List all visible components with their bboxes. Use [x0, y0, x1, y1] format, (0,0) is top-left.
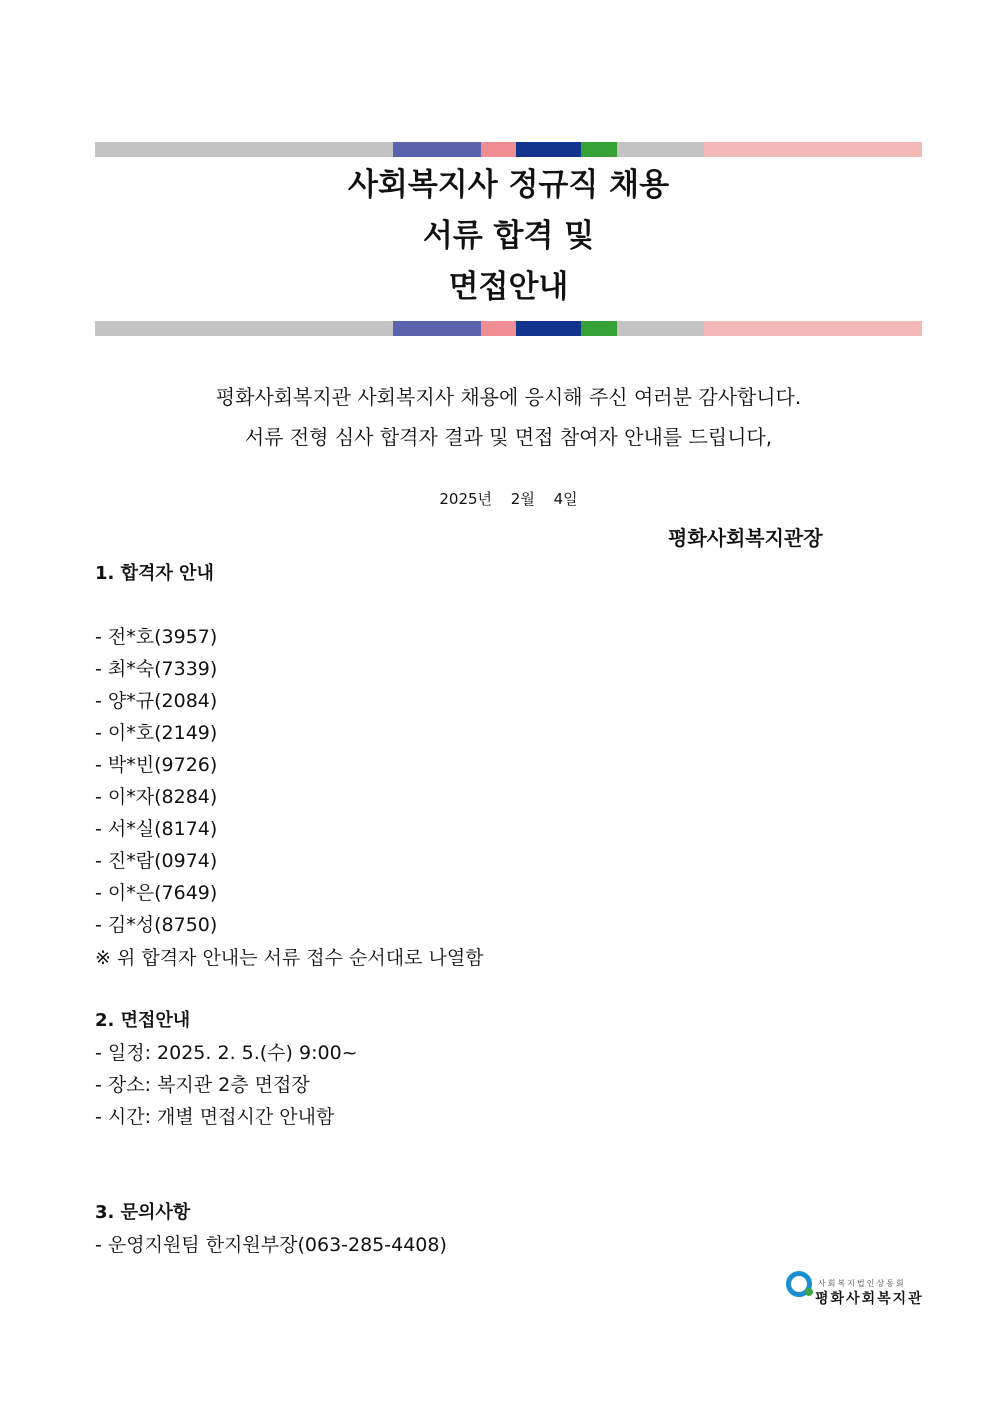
interview-info-list	[95, 1037, 358, 1133]
list-item: - 박*빈(9726)	[95, 754, 218, 776]
bar-segment	[581, 142, 617, 157]
bar-segment	[704, 142, 922, 157]
bar-segment	[393, 142, 481, 157]
list-item: - 서*실(8174)	[95, 818, 218, 840]
contact-list	[95, 1229, 447, 1261]
bar-segment	[704, 321, 922, 336]
bar-segment	[481, 321, 516, 336]
bar-segment	[516, 321, 581, 336]
interview-location: - 장소: 복지관 2층 면접장	[95, 1074, 310, 1096]
list-item: - 진*람(0974)	[95, 850, 218, 872]
document-title-line-2: 서류 합격 및	[422, 218, 595, 254]
bar-segment	[95, 142, 393, 157]
logo-ring-icon	[785, 1270, 815, 1300]
intro-text-line-2: 서류 전형 심사 합격자 결과 및 면접 참여자 안내를 드립니다,	[244, 425, 773, 449]
passer-list-note: ※ 위 합격자 안내는 서류 접수 순서대로 나열함	[95, 947, 484, 969]
list-item: - 김*성(8750)	[95, 914, 218, 936]
bar-segment	[581, 321, 617, 336]
bar-segment	[481, 142, 516, 157]
decorative-color-bar-top	[95, 142, 922, 157]
section-heading-interview: 2. 면접안내	[95, 1010, 191, 1031]
section-heading-contact: 3. 문의사항	[95, 1202, 191, 1223]
bar-segment	[617, 142, 704, 157]
passer-list	[95, 621, 217, 941]
list-item: - 이*호(2149)	[95, 722, 218, 744]
logo-organization-name: 평화사회복지관	[815, 1291, 924, 1307]
section-heading-passers: 1. 합격자 안내	[95, 563, 214, 584]
intro-text-line-1: 평화사회복지관 사회복지사 채용에 응시해 주신 여러분 감사합니다.	[215, 385, 802, 409]
document-title-line-3: 면접안내	[448, 269, 569, 305]
list-item: - 전*호(3957)	[95, 626, 218, 648]
document-title-line-1: 사회복지사 정규직 채용	[347, 167, 670, 203]
interview-time: - 시간: 개별 면접시간 안내함	[95, 1106, 335, 1128]
interview-schedule: - 일정: 2025. 2. 5.(수) 9:00~	[95, 1042, 358, 1064]
bar-segment	[516, 142, 581, 157]
logo-foundation-name: 사회복지법인상동회	[818, 1279, 906, 1288]
signer-name: 평화사회복지관장	[668, 526, 823, 550]
decorative-color-bar-bottom	[95, 321, 922, 336]
list-item: - 최*숙(7339)	[95, 658, 218, 680]
bar-segment	[95, 321, 393, 336]
list-item: - 이*자(8284)	[95, 786, 218, 808]
document-date: 2025년 2월 4일	[439, 490, 578, 508]
list-item: - 이*은(7649)	[95, 882, 218, 904]
bar-segment	[393, 321, 481, 336]
list-item: - 양*규(2084)	[95, 690, 218, 712]
contact-item: - 운영지원팀 한지원부장(063-285-4408)	[95, 1234, 447, 1256]
organization-logo	[785, 1270, 925, 1310]
bar-segment	[617, 321, 704, 336]
